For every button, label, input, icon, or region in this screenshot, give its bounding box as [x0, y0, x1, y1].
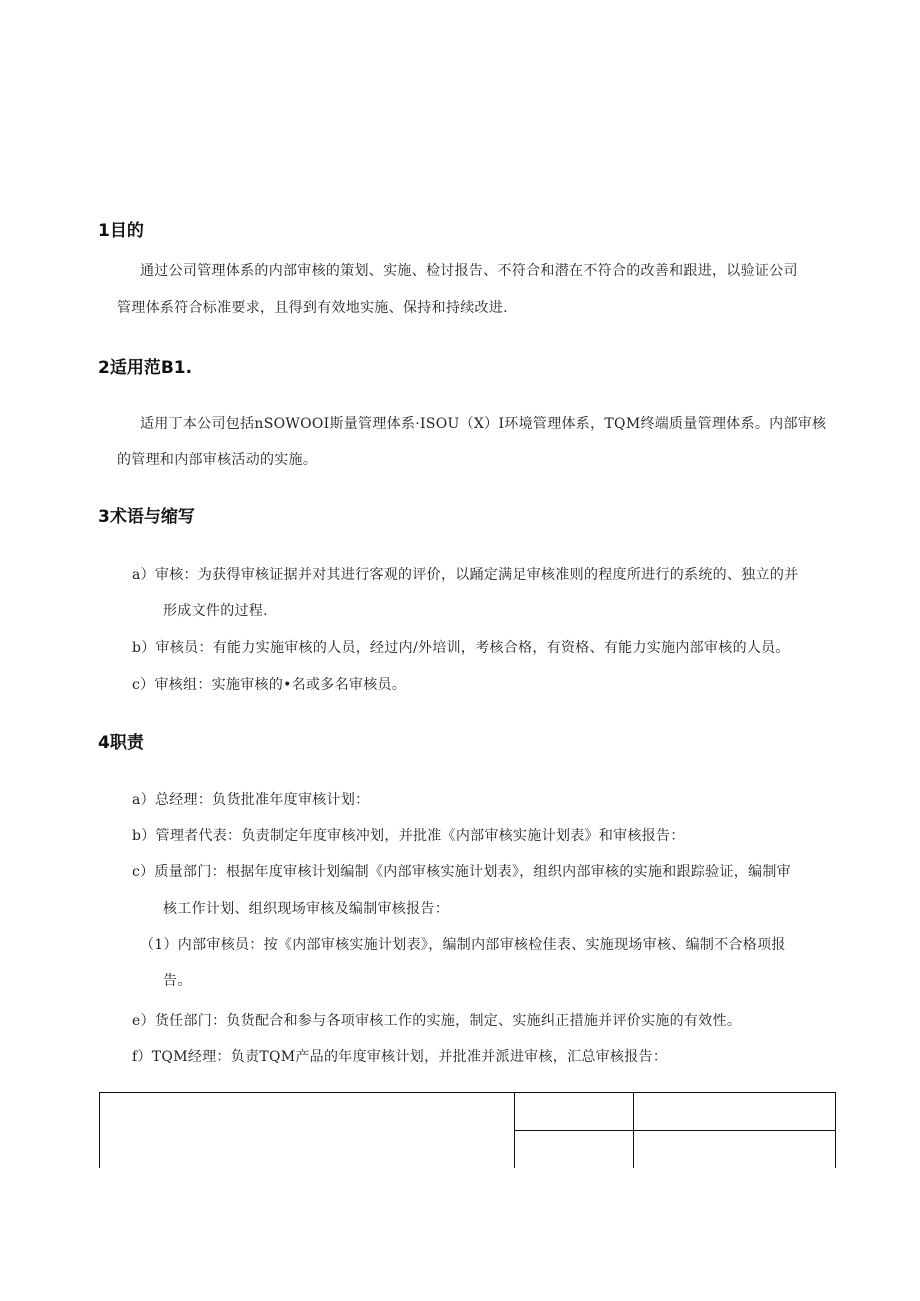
section-3-item-a-cont: 形成文件的过程. — [163, 603, 268, 619]
section-4-item-1-cont: 告。 — [163, 973, 192, 989]
section-4-item-e: e）货任部门：负货配合和参与各项审核工作的实施，制定、实施纠正措施并评价实施的有效性。 — [132, 1013, 742, 1029]
table-top-border — [99, 1092, 836, 1093]
section-4-item-b: b）管理者代表：负责制定年度审核冲划，并批准《内部审核实施计划表》和审核报告： — [132, 828, 685, 844]
section-3-item-b: b）审核员：有能力实施审核的人员，经过内/外培训，考核合格，有资格、有能力实施内部审核的人员。 — [132, 640, 790, 656]
section-3-heading: 3术语与缩写 — [98, 507, 195, 527]
section-3-item-a: a）审核：为获得审核证据并对其进行客观的评价，以踊定满足审核准则的程度所进行的系统的、独立的并 — [132, 567, 799, 583]
section-1-line-2: 管理体系符合标准要求，且得到有效地实施、保持和持续改进. — [117, 300, 508, 316]
section-3-item-c: c）审核组：实施审核的•名或多名审核员。 — [132, 677, 407, 693]
section-4-item-1: （1）内部审核员：按《内部审核实施计划表》，编制内部审核检佳表、实施现场审核、编制不合格项报 — [140, 937, 786, 953]
table-row-divider — [514, 1130, 836, 1131]
section-2-line-1: 适用丁本公司包括nSOWOOI斯量管理体系·ISOU（X）I环境管理体系，TQM终端质量管理体系。内部审核 — [140, 416, 827, 432]
table-left-border — [99, 1092, 100, 1168]
section-1-heading: 1目的 — [98, 221, 144, 241]
section-2-line-2: 的管理和内部审核活动的实施。 — [117, 452, 318, 468]
section-4-item-a: a）总经理：负货批准年度审核计划： — [132, 792, 370, 808]
section-2-heading: 2适用范B1. — [98, 358, 193, 378]
section-4-item-c: c）质量部门：根据年度审核计划编制《内部审核实施计划表》，组织内部审核的实施和跟踪验证，编制审 — [132, 864, 791, 880]
section-4-item-f: f）TQM经理：负责TQM产品的年度审核计划，并批准并派进审核，汇总审核报告： — [132, 1049, 668, 1065]
section-4-heading: 4职责 — [98, 733, 144, 753]
section-4-item-c-cont: 核工作计划、组织现场审核及编制审核报告： — [163, 901, 449, 917]
section-1-line-1: 通过公司管理体系的内部审核的策划、实施、检讨报告、不符合和潜在不符合的改善和跟进，以验证公司 — [140, 263, 798, 279]
